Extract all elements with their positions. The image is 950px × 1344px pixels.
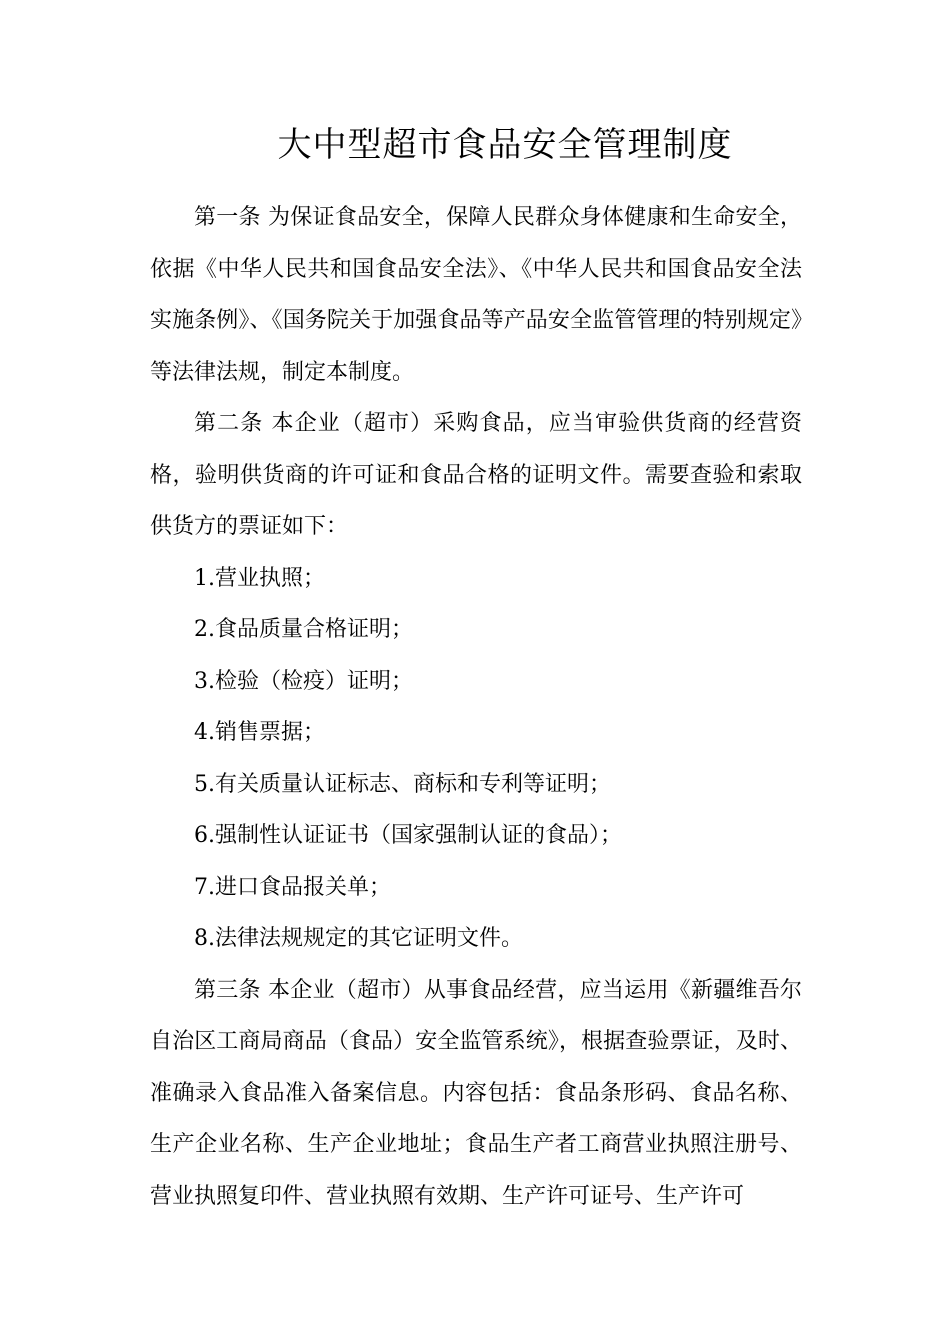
article-3: 第三条 本企业（超市）从事食品经营，应当运用《新疆维吾尔自治区工商局商品（食品）安全监管系统》，根据查验票证，及时、准确录入食品准入备案信息。内容包括：食品条形码、食品名称、生产企业名称、生产企业地址；食品生产者工商营业执照注册号、营业执照复印件、营业执照有效期、生产许可证号、生产许可 (150, 977, 802, 1209)
list-item: 5.有关质量认证标志、商标和专利等证明； (194, 771, 611, 797)
list-item: 1.营业执照； (194, 565, 325, 591)
list-item: 4.销售票据； (194, 720, 325, 745)
list-item: 2.食品质量合格证明； (194, 617, 413, 642)
list-item: 8.法律法规规定的其它证明文件。 (194, 926, 523, 951)
document-title: 大中型超市食品安全管理制度 (277, 125, 733, 165)
document-body (150, 192, 802, 1222)
list-item: 6.强制性认证证书（国家强制认证的食品）； (194, 823, 622, 848)
article-2: 第二条 本企业（超市）采购食品，应当审验供货商的经营资格，验明供货商的许可证和食品合格的证明文件。需要查验和索取供货方的票证如下： (150, 411, 802, 539)
article-1: 第一条 为保证食品安全，保障人民群众身体健康和生命安全，依据《中华人民共和国食品安全法》、《中华人民共和国食品安全法实施条例》、《国务院关于加强食品等产品安全监管管理的特别规定》等法律法规，制定本制度。 (150, 205, 802, 385)
certificate-list (150, 553, 802, 965)
list-item: 7.进口食品报关单； (194, 874, 391, 900)
list-item: 3.检验（检疫）证明； (194, 668, 413, 694)
